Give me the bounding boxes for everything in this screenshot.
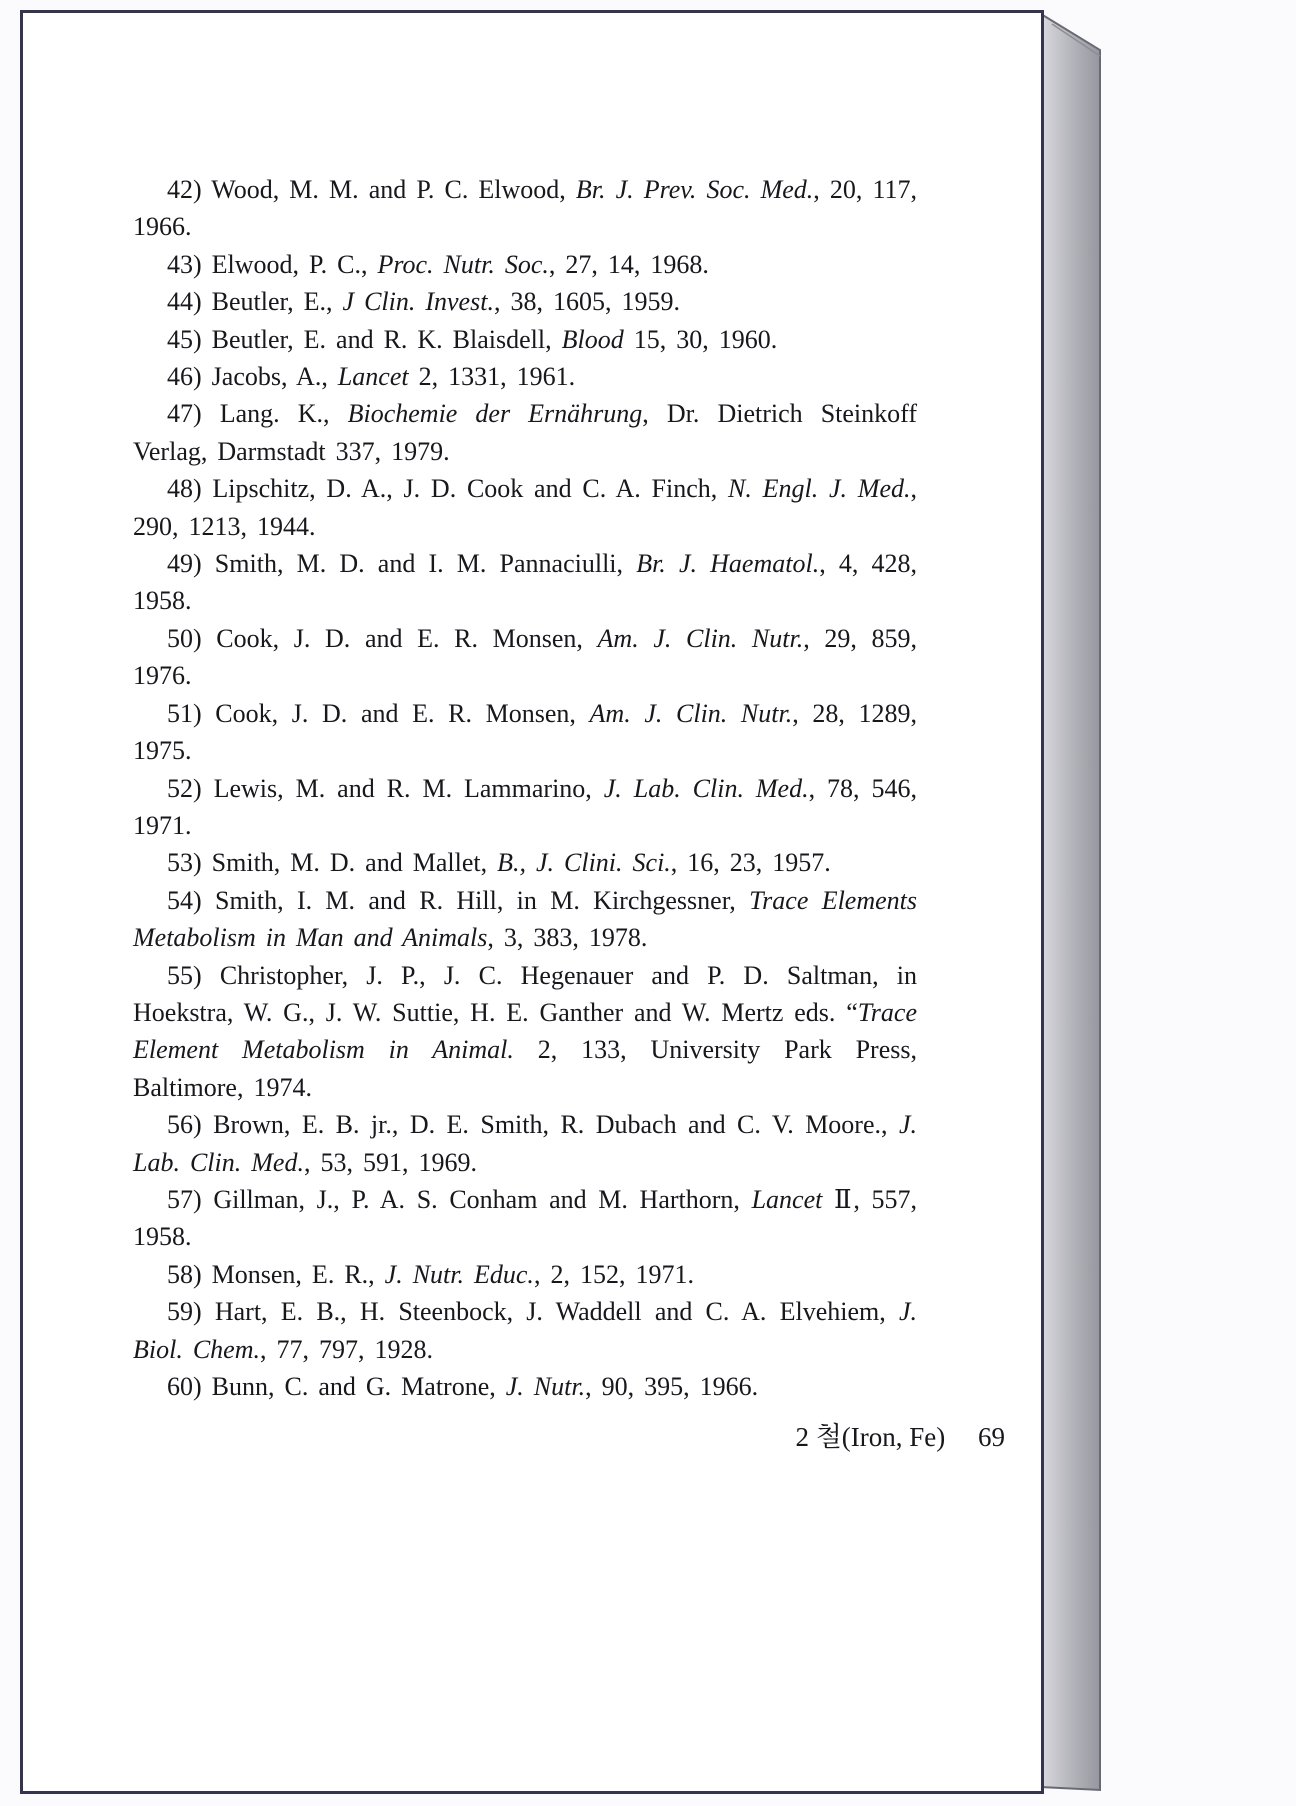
reference-text: , 53, 591, 1969. bbox=[303, 1147, 477, 1177]
reference-text: , 38, 1605, 1959. bbox=[493, 287, 680, 317]
reference-text: 52) Lewis, M. and R. M. Lammarino, bbox=[167, 773, 604, 803]
journal-title: Am. J. Clin. Nutr. bbox=[597, 623, 804, 653]
reference-text: 54) Smith, I. M. and R. Hill, in M. Kirchgessner, bbox=[167, 885, 750, 915]
journal-title: Biochemie der Ernährung bbox=[347, 399, 643, 429]
reference-text: 2, 1331, 1961. bbox=[408, 362, 576, 392]
journal-title: J. Biol. Chem. bbox=[133, 1297, 917, 1364]
reference-item bbox=[133, 1368, 917, 1405]
reference-item bbox=[133, 1181, 917, 1256]
journal-title: Am. J. Clin. Nutr. bbox=[589, 698, 793, 728]
reference-text: 58) Monsen, E. R., bbox=[167, 1259, 385, 1289]
journal-title: J. Nutr. bbox=[505, 1372, 586, 1401]
reference-item bbox=[133, 1106, 917, 1181]
reference-text: , 90, 395, 1966. bbox=[585, 1372, 759, 1401]
page-number: 69 bbox=[978, 1422, 1005, 1452]
reference-text: , 78, 546, 1971. bbox=[133, 773, 918, 840]
reference-item bbox=[133, 695, 917, 770]
reference-text: , 77, 797, 1928. bbox=[260, 1334, 433, 1364]
reference-text: 44) Beutler, E., bbox=[167, 287, 343, 317]
reference-text: Ⅱ, 557, 1958. bbox=[133, 1184, 917, 1252]
reference-text: 45) Beutler, E. and R. K. Blaisdell, bbox=[167, 324, 562, 354]
reference-text: 55) Christopher, J. P., J. C. Hegenauer and P. D. Saltman, in Hoekstra, W. G., J. W. Suttie, H. E. Ganther and W. Mertz eds. “ bbox=[133, 960, 917, 1027]
reference-item bbox=[133, 321, 917, 358]
references-list bbox=[133, 171, 917, 1405]
reference-text: , 4, 428, 1958. bbox=[133, 549, 918, 616]
journal-title: J Clin. Invest. bbox=[342, 287, 494, 317]
journal-title: Lancet bbox=[751, 1184, 823, 1214]
page-stack-edge bbox=[1041, 14, 1100, 1790]
journal-title: Lancet bbox=[337, 362, 409, 392]
reference-text: 15, 30, 1960. bbox=[623, 324, 778, 354]
journal-title: J. Lab. Clin. Med. bbox=[133, 1110, 917, 1177]
page bbox=[20, 10, 1044, 1794]
reference-text: 59) Hart, E. B., H. Steenbock, J. Waddell and C. A. Elvehiem, bbox=[167, 1297, 899, 1327]
journal-title: Trace Element Metabolism in Animal. bbox=[133, 997, 917, 1065]
reference-text: , 28, 1289, 1975. bbox=[133, 698, 918, 766]
reference-text: 57) Gillman, J., P. A. S. Conham and M. Harthorn, bbox=[167, 1184, 752, 1214]
reference-text: 56) Brown, E. B. jr., D. E. Smith, R. Dubach and C. V. Moore., bbox=[167, 1110, 899, 1140]
reference-item bbox=[133, 882, 917, 957]
journal-title: Br. J. Haematol. bbox=[636, 549, 820, 579]
reference-text: , 20, 117, 1966. bbox=[133, 175, 917, 242]
reference-item bbox=[133, 770, 917, 845]
reference-item bbox=[133, 844, 917, 881]
reference-text: , 16, 23, 1957. bbox=[670, 848, 831, 878]
reference-text: 46) Jacobs, A., bbox=[167, 362, 338, 392]
reference-text: 49) Smith, M. D. and I. M. Pannaciulli, bbox=[167, 549, 637, 579]
footer-section-label: 2 철(Iron, Fe) bbox=[795, 1422, 946, 1452]
reference-text: , 29, 859, 1976. bbox=[133, 623, 918, 691]
journal-title: J. Nutr. Educ. bbox=[384, 1259, 534, 1289]
reference-text: , 290, 1213, 1944. bbox=[133, 474, 918, 541]
reference-item bbox=[133, 171, 917, 246]
reference-item bbox=[133, 395, 917, 470]
reference-text: 60) Bunn, C. and G. Matrone, bbox=[167, 1372, 506, 1401]
reference-text: 47) Lang. K., bbox=[167, 399, 348, 429]
journal-title: Blood bbox=[561, 324, 624, 354]
reference-item bbox=[133, 246, 917, 283]
reference-item bbox=[133, 470, 917, 545]
reference-text: , 27, 14, 1968. bbox=[548, 249, 709, 279]
reference-text: 53) Smith, M. D. and Mallet, bbox=[167, 848, 498, 878]
reference-item bbox=[133, 1256, 917, 1293]
journal-title: B., J. Clini. Sci. bbox=[497, 848, 671, 878]
journal-title: J. Lab. Clin. Med. bbox=[603, 773, 809, 803]
journal-title: Proc. Nutr. Soc. bbox=[377, 249, 549, 279]
reference-text: 2, 133, University Park Press, Baltimore, 1974. bbox=[133, 1035, 917, 1102]
reference-item bbox=[133, 1293, 917, 1368]
reference-text: , 2, 152, 1971. bbox=[533, 1259, 694, 1289]
reference-text: , 3, 383, 1978. bbox=[487, 923, 648, 953]
reference-item bbox=[133, 283, 917, 320]
page-footer bbox=[795, 1415, 1005, 1454]
reference-text: , Dr. Dietrich Steinkoff Verlag, Darmstadt 337, 1979. bbox=[133, 399, 918, 466]
journal-title: N. Engl. J. Med. bbox=[728, 474, 911, 504]
reference-item bbox=[133, 545, 917, 620]
reference-text: 50) Cook, J. D. and E. R. Monsen, bbox=[167, 623, 598, 653]
reference-text: 42) Wood, M. M. and P. C. Elwood, bbox=[167, 175, 576, 204]
reference-text: 43) Elwood, P. C., bbox=[167, 249, 378, 279]
reference-text: 51) Cook, J. D. and E. R. Monsen, bbox=[167, 698, 590, 728]
reference-text: 48) Lipschitz, D. A., J. D. Cook and C. A. Finch, bbox=[167, 474, 729, 504]
journal-title: Trace Elements Metabolism in Man and Animals bbox=[133, 885, 917, 953]
reference-item bbox=[133, 957, 917, 1107]
reference-item bbox=[133, 358, 917, 395]
reference-item bbox=[133, 620, 917, 695]
journal-title: Br. J. Prev. Soc. Med. bbox=[575, 175, 814, 204]
